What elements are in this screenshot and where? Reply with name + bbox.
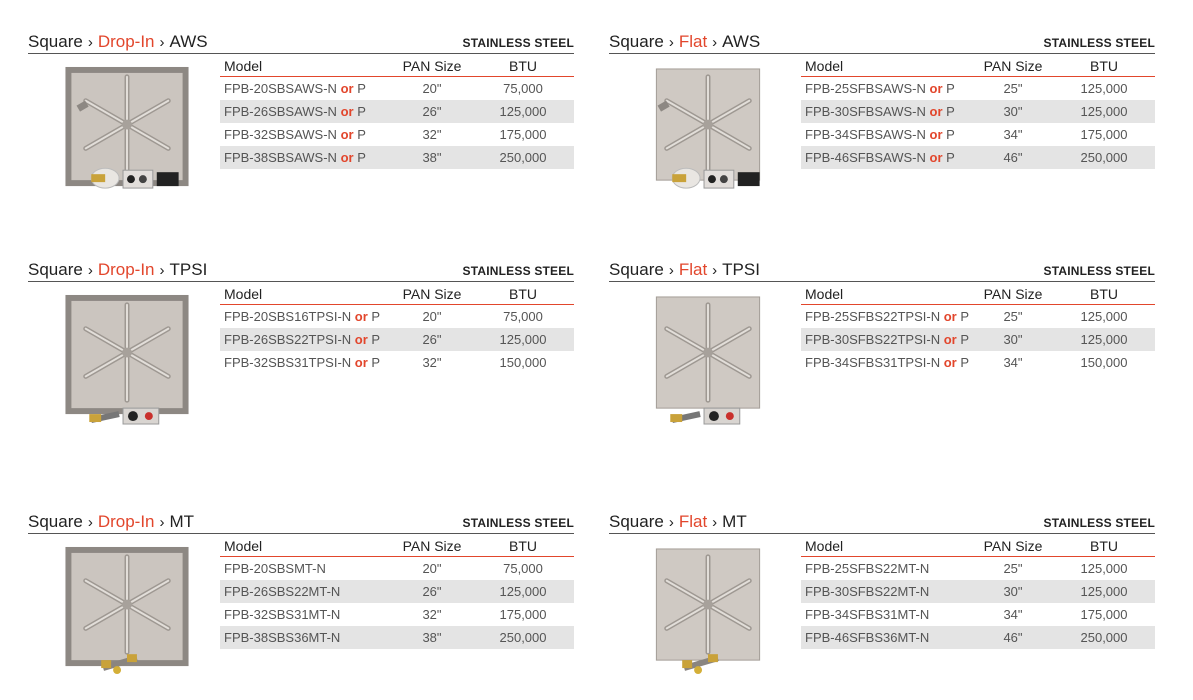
- spec-table: [801, 55, 1155, 169]
- breadcrumb-mount-type: Drop-In: [97, 512, 155, 531]
- model-cell: FPB-20SBSAWS-N or P: [224, 81, 366, 96]
- breadcrumb: [609, 512, 747, 532]
- pan-size-cell: 25": [1003, 309, 1023, 324]
- btu-cell: 75,000: [503, 561, 543, 576]
- spec-table: [220, 283, 574, 374]
- btu-cell: 175,000: [499, 607, 547, 622]
- breadcrumb-shape: Square: [28, 512, 83, 531]
- pan-size-cell: 25": [1003, 81, 1023, 96]
- breadcrumb-mount-type: Drop-In: [97, 260, 155, 279]
- btu-cell: 125,000: [1080, 81, 1128, 96]
- chevron-right-icon: ›: [87, 34, 93, 51]
- breadcrumb-mount-type: Flat: [678, 32, 708, 51]
- model-cell: FPB-34SFBS31MT-N: [805, 607, 930, 622]
- material-label: STAINLESS STEEL: [1043, 264, 1155, 278]
- pan-size-cell: 20": [422, 81, 442, 96]
- btu-cell: 125,000: [1053, 100, 1155, 123]
- pan-size-cell: 34": [1003, 127, 1023, 142]
- burner-photo-icon: [642, 63, 774, 198]
- model-cell: FPB-46SFBS36MT-N: [801, 626, 973, 649]
- breadcrumb-mount-type: Flat: [678, 512, 708, 531]
- header-model: Model: [220, 283, 392, 305]
- material-label: STAINLESS STEEL: [1043, 36, 1155, 50]
- table-row: [801, 305, 1155, 329]
- header-pan-size: PAN Size: [973, 535, 1053, 557]
- header-model: Model: [220, 535, 392, 557]
- table-row: [220, 626, 574, 649]
- table-row: [801, 626, 1155, 649]
- btu-cell: 250,000: [1053, 626, 1155, 649]
- pan-size-cell: 30": [973, 328, 1053, 351]
- table-row: [801, 580, 1155, 603]
- chevron-right-icon: ›: [159, 514, 165, 531]
- header-btu: BTU: [472, 283, 574, 305]
- breadcrumb-ignition-type: TPSI: [169, 260, 208, 279]
- btu-cell: 125,000: [1053, 580, 1155, 603]
- model-cell: FPB-32SBSAWS-N or P: [224, 127, 366, 142]
- btu-cell: 125,000: [1080, 561, 1128, 576]
- model-cell: FPB-38SBS36MT-N: [220, 626, 392, 649]
- or-label: or: [354, 309, 368, 324]
- model-cell: FPB-26SBS22MT-N: [220, 580, 392, 603]
- model-cell: FPB-34SFBSAWS-N or P: [805, 127, 955, 142]
- or-label: or: [340, 150, 354, 165]
- burner-section: [28, 259, 574, 434]
- table-row: [220, 580, 574, 603]
- table-row: [220, 123, 574, 146]
- spec-table: [220, 535, 574, 649]
- section-heading: [28, 511, 574, 534]
- model-cell: FPB-32SBS31TPSI-N or P: [224, 355, 381, 370]
- burner-section: [609, 31, 1155, 206]
- breadcrumb-shape: Square: [28, 260, 83, 279]
- table-row: [801, 328, 1155, 351]
- header-model: Model: [801, 535, 973, 557]
- pan-size-cell: 34": [1003, 355, 1023, 370]
- table-row: [220, 557, 574, 581]
- breadcrumb-ignition-type: TPSI: [722, 260, 760, 279]
- pan-size-cell: 38": [392, 626, 472, 649]
- or-label: or: [929, 81, 943, 96]
- table-row: [220, 603, 574, 626]
- pan-size-cell: 32": [422, 607, 442, 622]
- btu-cell: 75,000: [503, 309, 543, 324]
- model-cell: FPB-25SFBSAWS-N or P: [805, 81, 955, 96]
- breadcrumb-mount-type: Drop-In: [97, 32, 155, 51]
- or-label: or: [354, 355, 368, 370]
- btu-cell: 125,000: [472, 328, 574, 351]
- material-label: STAINLESS STEEL: [462, 264, 574, 278]
- burner-section: [609, 259, 1155, 434]
- header-pan-size: PAN Size: [392, 535, 472, 557]
- pan-size-cell: 32": [422, 127, 442, 142]
- table-row: [220, 328, 574, 351]
- breadcrumb: [609, 260, 760, 280]
- model-cell: FPB-32SBS31MT-N: [224, 607, 341, 622]
- pan-size-cell: 26": [392, 580, 472, 603]
- chevron-right-icon: ›: [712, 514, 718, 531]
- header-pan-size: PAN Size: [392, 55, 472, 77]
- breadcrumb-ignition-type: MT: [722, 512, 747, 531]
- material-label: STAINLESS STEEL: [462, 516, 574, 530]
- btu-cell: 125,000: [1080, 309, 1128, 324]
- model-cell: FPB-30SFBSAWS-N or P: [801, 100, 973, 123]
- header-btu: BTU: [1053, 535, 1155, 557]
- header-pan-size: PAN Size: [973, 283, 1053, 305]
- btu-cell: 250,000: [472, 626, 574, 649]
- table-row: [801, 603, 1155, 626]
- header-btu: BTU: [472, 535, 574, 557]
- btu-cell: 125,000: [472, 100, 574, 123]
- header-pan-size: PAN Size: [392, 283, 472, 305]
- spec-table: [220, 55, 574, 169]
- chevron-right-icon: ›: [668, 514, 674, 531]
- section-heading: [28, 31, 574, 54]
- material-label: STAINLESS STEEL: [462, 36, 574, 50]
- table-header-row: [801, 535, 1155, 557]
- btu-cell: 75,000: [503, 81, 543, 96]
- chevron-right-icon: ›: [159, 262, 165, 279]
- header-model: Model: [801, 283, 973, 305]
- burner-section: [28, 31, 574, 206]
- btu-cell: 175,000: [499, 127, 547, 142]
- btu-cell: 175,000: [1080, 127, 1128, 142]
- chevron-right-icon: ›: [668, 262, 674, 279]
- model-cell: FPB-20SBSMT-N: [224, 561, 326, 576]
- product-photo: [61, 543, 193, 678]
- table-row: [801, 557, 1155, 581]
- model-cell: FPB-25SFBS22TPSI-N or P: [805, 309, 970, 324]
- breadcrumb-ignition-type: AWS: [169, 32, 208, 51]
- table-header-row: [220, 55, 574, 77]
- breadcrumb-mount-type: Flat: [678, 260, 708, 279]
- product-photo: [642, 291, 774, 426]
- model-cell: FPB-30SFBS22MT-N: [801, 580, 973, 603]
- table-header-row: [801, 55, 1155, 77]
- table-row: [801, 77, 1155, 101]
- product-photo: [61, 291, 193, 426]
- or-label: or: [929, 127, 943, 142]
- burner-section: [609, 511, 1155, 686]
- pan-size-cell: 20": [422, 309, 442, 324]
- btu-cell: 250,000: [1053, 146, 1155, 169]
- btu-cell: 125,000: [1053, 328, 1155, 351]
- pan-size-cell: 30": [973, 100, 1053, 123]
- burner-photo-icon: [61, 543, 193, 678]
- pan-size-cell: 34": [1003, 607, 1023, 622]
- chevron-right-icon: ›: [668, 34, 674, 51]
- pan-size-cell: 26": [392, 100, 472, 123]
- breadcrumb-ignition-type: MT: [169, 512, 195, 531]
- model-cell: FPB-46SFBSAWS-N or P: [801, 146, 973, 169]
- table-row: [801, 146, 1155, 169]
- burner-photo-icon: [61, 291, 193, 426]
- breadcrumb: [609, 32, 760, 52]
- or-label: or: [340, 81, 354, 96]
- pan-size-cell: 30": [973, 580, 1053, 603]
- table-row: [220, 77, 574, 101]
- header-pan-size: PAN Size: [973, 55, 1053, 77]
- burner-photo-icon: [642, 543, 774, 678]
- breadcrumb-shape: Square: [609, 512, 664, 531]
- material-label: STAINLESS STEEL: [1043, 516, 1155, 530]
- spec-table: [801, 535, 1155, 649]
- breadcrumb-ignition-type: AWS: [722, 32, 761, 51]
- table-header-row: [801, 283, 1155, 305]
- table-row: [801, 351, 1155, 374]
- header-btu: BTU: [1053, 283, 1155, 305]
- burner-section: [28, 511, 574, 686]
- breadcrumb-shape: Square: [609, 260, 664, 279]
- or-label: or: [929, 150, 943, 165]
- header-btu: BTU: [1053, 55, 1155, 77]
- product-photo: [642, 543, 774, 678]
- table-row: [801, 100, 1155, 123]
- btu-cell: 125,000: [472, 580, 574, 603]
- breadcrumb: [28, 512, 194, 532]
- pan-size-cell: 38": [392, 146, 472, 169]
- model-cell: FPB-26SBS22TPSI-N or P: [220, 328, 392, 351]
- pan-size-cell: 20": [422, 561, 442, 576]
- or-label: or: [929, 104, 943, 119]
- product-photo: [61, 63, 193, 198]
- header-model: Model: [220, 55, 392, 77]
- or-label: or: [943, 309, 957, 324]
- section-heading: [609, 259, 1155, 282]
- btu-cell: 150,000: [1080, 355, 1128, 370]
- breadcrumb: [28, 260, 207, 280]
- or-label: or: [354, 332, 368, 347]
- header-model: Model: [801, 55, 973, 77]
- model-cell: FPB-20SBS16TPSI-N or P: [224, 309, 381, 324]
- burner-photo-icon: [61, 63, 193, 198]
- or-label: or: [340, 127, 354, 142]
- table-header-row: [220, 535, 574, 557]
- breadcrumb: [28, 32, 208, 52]
- model-cell: FPB-26SBSAWS-N or P: [220, 100, 392, 123]
- chevron-right-icon: ›: [159, 34, 165, 51]
- model-cell: FPB-25SFBS22MT-N: [805, 561, 930, 576]
- spec-table: [801, 283, 1155, 374]
- model-cell: FPB-30SFBS22TPSI-N or P: [801, 328, 973, 351]
- btu-cell: 175,000: [1080, 607, 1128, 622]
- chevron-right-icon: ›: [87, 262, 93, 279]
- model-cell: FPB-38SBSAWS-N or P: [220, 146, 392, 169]
- chevron-right-icon: ›: [87, 514, 93, 531]
- chevron-right-icon: ›: [712, 34, 718, 51]
- or-label: or: [943, 355, 957, 370]
- burner-photo-icon: [642, 291, 774, 426]
- pan-size-cell: 46": [973, 626, 1053, 649]
- table-header-row: [220, 283, 574, 305]
- table-row: [220, 100, 574, 123]
- btu-cell: 250,000: [472, 146, 574, 169]
- pan-size-cell: 25": [1003, 561, 1023, 576]
- header-btu: BTU: [472, 55, 574, 77]
- pan-size-cell: 32": [422, 355, 442, 370]
- model-cell: FPB-34SFBS31TPSI-N or P: [805, 355, 970, 370]
- table-row: [220, 351, 574, 374]
- or-label: or: [943, 332, 957, 347]
- section-heading: [609, 511, 1155, 534]
- pan-size-cell: 26": [392, 328, 472, 351]
- table-row: [801, 123, 1155, 146]
- btu-cell: 150,000: [499, 355, 547, 370]
- table-row: [220, 146, 574, 169]
- section-heading: [609, 31, 1155, 54]
- table-row: [220, 305, 574, 329]
- section-heading: [28, 259, 574, 282]
- or-label: or: [340, 104, 354, 119]
- product-photo: [642, 63, 774, 198]
- chevron-right-icon: ›: [712, 262, 718, 279]
- breadcrumb-shape: Square: [609, 32, 664, 51]
- breadcrumb-shape: Square: [28, 32, 83, 51]
- pan-size-cell: 46": [973, 146, 1053, 169]
